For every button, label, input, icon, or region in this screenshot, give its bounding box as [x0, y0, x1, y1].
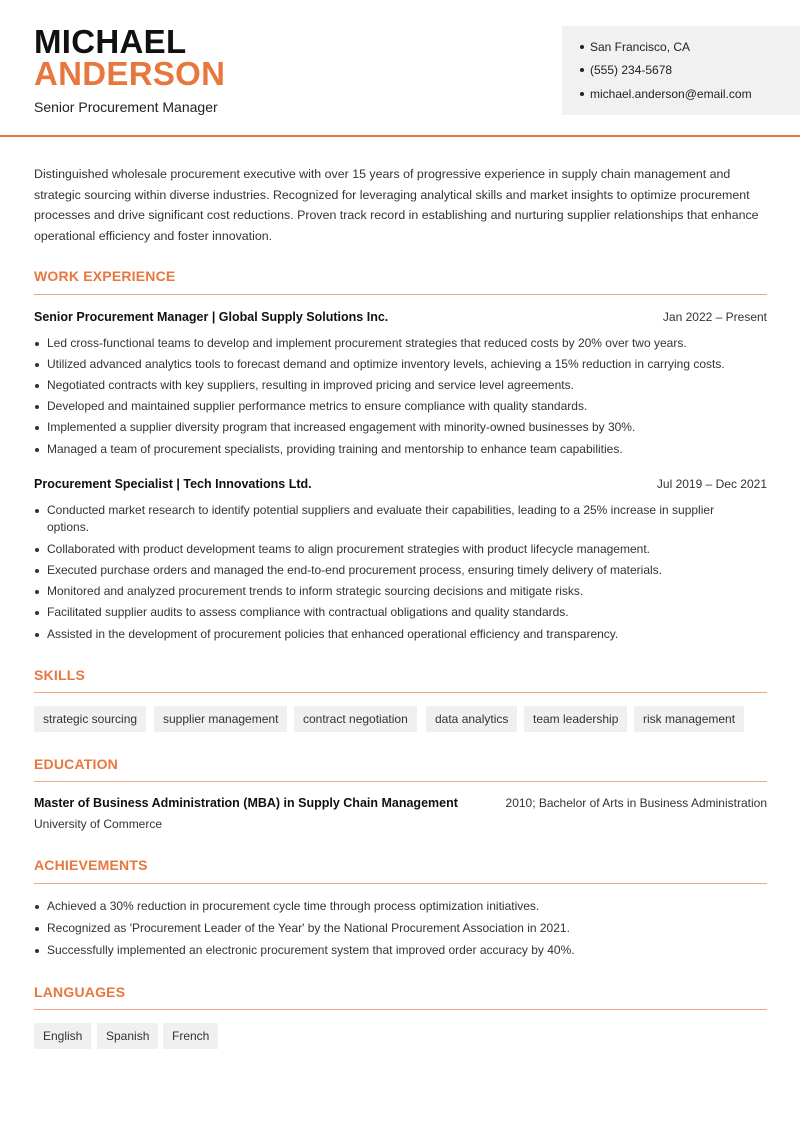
- list-item: Achieved a 30% reduction in procurement cycle time through process optimization initiatives.: [34, 898, 754, 915]
- list-item: Implemented a supplier diversity program that increased engagement with minority-owned businesses by 30%.: [34, 419, 754, 436]
- list-item: Collaborated with product development teams to align procurement strategies with product lifecycle management.: [34, 541, 754, 558]
- list-item: Conducted market research to identify potential suppliers and evaluate their capabilities, leading to a 25% increase in supplier options.: [34, 502, 754, 536]
- skill-tag: team leadership: [524, 706, 627, 732]
- section-title-languages: LANGUAGES: [34, 984, 126, 1000]
- skill-tag: supplier management: [154, 706, 287, 732]
- section-title-achievements: ACHIEVEMENTS: [34, 857, 148, 873]
- bullet-icon: [580, 45, 584, 49]
- section-title-education: EDUCATION: [34, 756, 118, 772]
- contact-location: San Francisco, CA: [580, 40, 690, 54]
- language-tag: English: [34, 1023, 91, 1049]
- section-divider: [34, 1009, 767, 1010]
- job-date: Jul 2019 – Dec 2021: [656, 477, 767, 491]
- job-title: Procurement Specialist | Tech Innovations Ltd.: [34, 477, 312, 491]
- job-date: Jan 2022 – Present: [662, 310, 767, 324]
- section-divider: [34, 883, 767, 884]
- first-name: MICHAEL: [34, 23, 187, 60]
- education-degree: Master of Business Administration (MBA) in Supply Chain Management: [34, 796, 458, 810]
- list-item: Utilized advanced analytics tools to forecast demand and optimize inventory levels, achieving a 15% reduction in carrying costs.: [34, 356, 754, 373]
- education-date: 2010; Bachelor of Arts in Business Administration: [505, 796, 767, 810]
- section-divider: [34, 781, 767, 782]
- list-item: Recognized as 'Procurement Leader of the Year' by the National Procurement Association in 2021.: [34, 920, 754, 937]
- skill-tag: contract negotiation: [294, 706, 417, 732]
- list-item: Negotiated contracts with key suppliers, resulting in improved pricing and service level agreements.: [34, 377, 754, 394]
- summary: Distinguished wholesale procurement executive with over 15 years of progressive experience in supply chain management and strategic sourcing within diverse industries. Recognized for leveraging analytical skills and market insights to optimize procurement processes and drive significant cost reductions. Proven track record in establishing and nurturing supplier relationships that enhance operational efficiency and foster innovation.: [34, 167, 759, 243]
- list-item: Successfully implemented an electronic procurement system that improved order accuracy by 40%.: [34, 942, 754, 959]
- job-header: [34, 477, 767, 491]
- language-tag: Spanish: [97, 1023, 158, 1049]
- education-school: University of Commerce: [34, 817, 163, 831]
- skill-tag: risk management: [634, 706, 744, 732]
- contact-phone: (555) 234-5678: [580, 63, 672, 77]
- list-item: Developed and maintained supplier performance metrics to ensure compliance with quality standards.: [34, 398, 754, 415]
- list-item: Facilitated supplier audits to assess compliance with contractual obligations and quality standards.: [34, 604, 754, 621]
- list-item: Led cross-functional teams to develop and implement procurement strategies that reduced costs by 20% over two years.: [34, 335, 754, 352]
- skill-tag: strategic sourcing: [34, 706, 146, 732]
- skill-tag: data analytics: [426, 706, 517, 732]
- list-item: Monitored and analyzed procurement trends to inform strategic sourcing decisions and mitigate risks.: [34, 583, 754, 600]
- job-title: Senior Procurement Manager: [34, 99, 218, 115]
- job-title: Senior Procurement Manager | Global Supply Solutions Inc.: [34, 310, 389, 324]
- section-title-skills: SKILLS: [34, 667, 85, 683]
- bullet-icon: [580, 68, 584, 72]
- contact-box: [562, 26, 800, 115]
- section-divider: [34, 294, 767, 295]
- job-header: [34, 310, 767, 324]
- language-tag: French: [163, 1023, 218, 1049]
- list-item: Executed purchase orders and managed the end-to-end procurement process, ensuring timely delivery of materials.: [34, 562, 754, 579]
- resume-header: [0, 0, 800, 137]
- last-name: ANDERSON: [34, 55, 226, 92]
- list-item: Managed a team of procurement specialists, providing training and mentorship to enhance team capabilities.: [34, 441, 754, 458]
- bullet-icon: [580, 92, 584, 96]
- list-item: Assisted in the development of procurement policies that enhanced operational efficiency and transparency.: [34, 626, 754, 643]
- contact-email: michael.anderson@email.com: [580, 87, 752, 101]
- section-title-work: WORK EXPERIENCE: [34, 268, 176, 284]
- section-divider: [34, 692, 767, 693]
